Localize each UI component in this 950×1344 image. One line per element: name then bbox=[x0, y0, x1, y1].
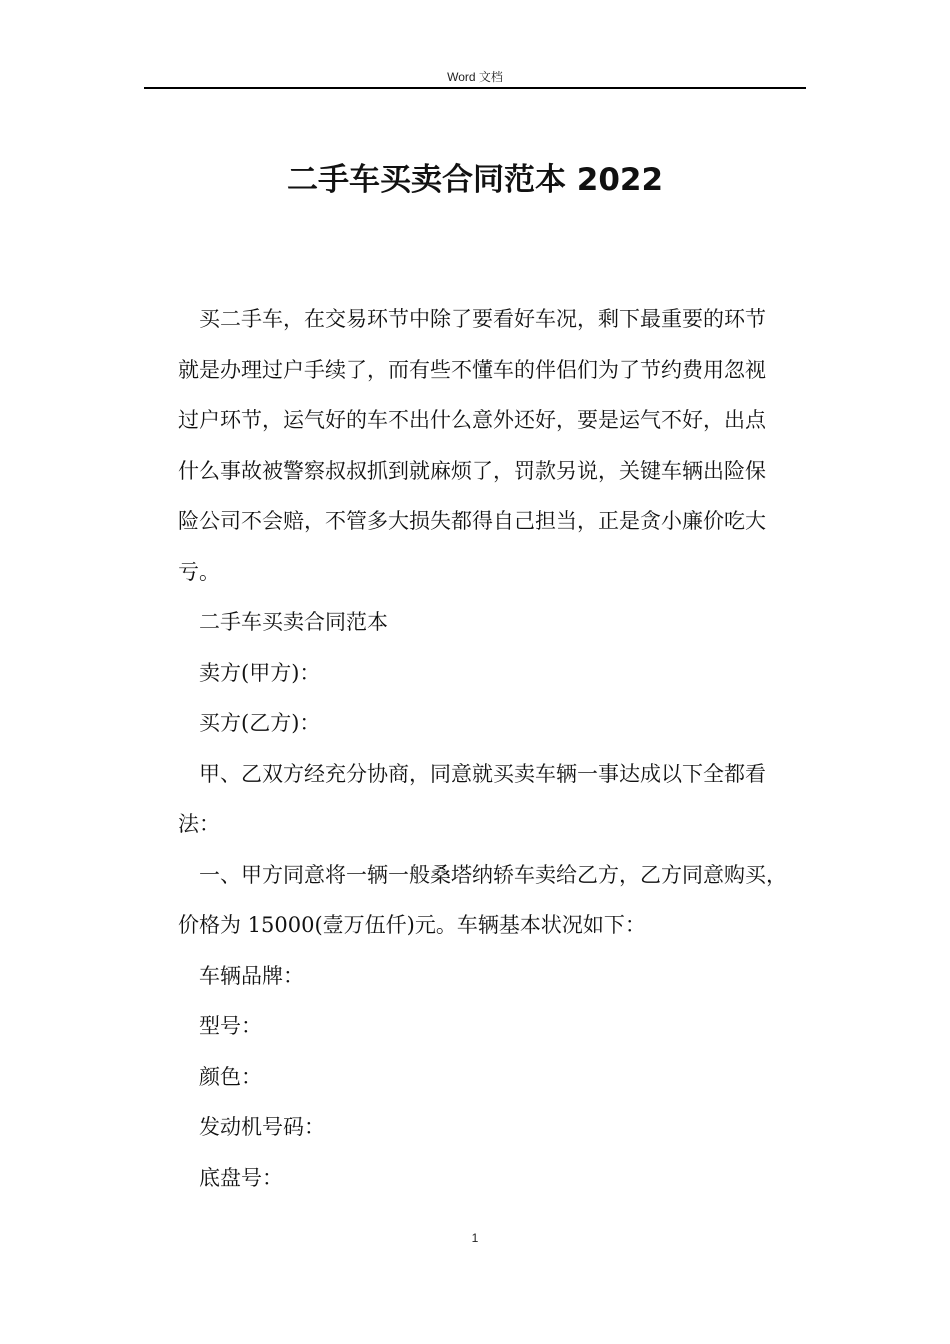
buyer-field: 买方(乙方)： bbox=[199, 711, 321, 735]
intro-line: 就是办理过户手续了，而有些不懂车的伴侣们为了节约费用忽视 bbox=[178, 357, 766, 382]
clause-one-line: 一、甲方同意将一辆一般桑塔纳轿车卖给乙方，乙方同意购买， bbox=[199, 862, 787, 887]
clause-one-line: 价格为 15000(壹万伍仟)元。车辆基本状况如下： bbox=[178, 913, 646, 937]
page-header-label: Word 文档 bbox=[447, 70, 503, 84]
intro-paragraph bbox=[178, 294, 810, 597]
header-divider bbox=[144, 87, 806, 89]
agreement-line: 甲、乙双方经充分协商，同意就买卖车辆一事达成以下全都看 bbox=[199, 761, 766, 786]
seller-field: 卖方(甲方)： bbox=[199, 660, 321, 685]
vehicle-model-field: 型号： bbox=[199, 1014, 262, 1038]
intro-line: 亏。 bbox=[178, 559, 220, 584]
contract-subtitle: 二手车买卖合同范本 bbox=[199, 610, 388, 634]
document-body bbox=[178, 294, 810, 1203]
document-title: 二手车买卖合同范本 2022 bbox=[286, 162, 664, 198]
intro-line: 过户环节，运气好的车不出什么意外还好，要是运气不好，出点 bbox=[178, 408, 766, 432]
intro-line: 什么事故被警察叔叔抓到就麻烦了，罚款另说，关键车辆出险保 bbox=[178, 458, 766, 483]
intro-line: 买二手车，在交易环节中除了要看好车况，剩下最重要的环节 bbox=[199, 307, 766, 331]
vehicle-color-field: 颜色： bbox=[199, 1064, 262, 1089]
page-number: 1 bbox=[471, 1231, 479, 1245]
agreement-line: 法： bbox=[178, 812, 220, 836]
vehicle-brand-field: 车辆品牌： bbox=[199, 963, 304, 988]
intro-line: 险公司不会赔，不管多大损失都得自己担当，正是贪小廉价吃大 bbox=[178, 509, 766, 533]
agreement-paragraph bbox=[178, 749, 810, 850]
chassis-number-field: 底盘号： bbox=[199, 1165, 283, 1190]
engine-number-field: 发动机号码： bbox=[199, 1115, 325, 1139]
clause-one-paragraph bbox=[178, 850, 810, 951]
